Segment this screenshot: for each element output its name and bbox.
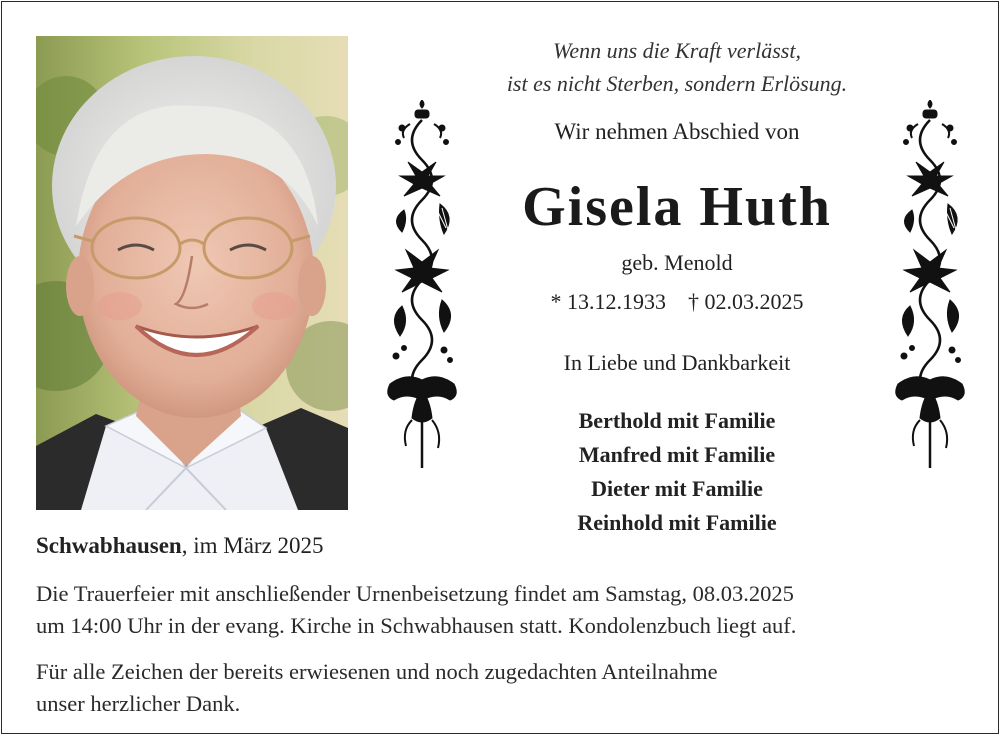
place-town: Schwabhausen bbox=[36, 533, 182, 558]
gratitude-line-2: unser herzlicher Dank. bbox=[36, 691, 241, 716]
mourner: Berthold mit Familie bbox=[578, 408, 776, 433]
obituary-notice bbox=[1, 1, 999, 734]
funeral-info-line-1: Die Trauerfeier mit anschließender Urnenbeisetzung findet am Samstag, 08.03.2025 bbox=[36, 581, 794, 606]
death-date: † 02.03.2025 bbox=[688, 289, 804, 314]
portrait-photo bbox=[36, 36, 348, 510]
quote bbox=[442, 34, 912, 100]
mourner: Dieter mit Familie bbox=[591, 476, 763, 501]
gratitude-line-1: Für alle Zeichen der bereits erwiesenen und noch zugedachten Anteilnahme bbox=[36, 659, 718, 684]
mourners-list bbox=[442, 404, 912, 540]
place-and-date bbox=[36, 530, 324, 562]
deceased-name: Gisela Huth bbox=[522, 176, 832, 238]
farewell-intro: Wir nehmen Abschied von bbox=[554, 119, 800, 144]
mourner: Reinhold mit Familie bbox=[577, 510, 777, 535]
birth-name: geb. Menold bbox=[621, 250, 733, 275]
funeral-info-line-2: um 14:00 Uhr in der evang. Kirche in Schwabhausen statt. Kondolenzbuch liegt auf. bbox=[36, 613, 797, 638]
dedication: In Liebe und Dankbarkeit bbox=[563, 350, 791, 375]
quote-line-2: ist es nicht Sterben, sondern Erlösung. bbox=[506, 71, 848, 96]
funeral-info bbox=[36, 578, 976, 642]
place-date: , im März 2025 bbox=[181, 533, 324, 558]
mourner: Manfred mit Familie bbox=[578, 442, 776, 467]
birth-date: * 13.12.1933 bbox=[550, 289, 666, 314]
life-dates bbox=[442, 286, 912, 318]
quote-line-1: Wenn uns die Kraft verlässt, bbox=[553, 38, 801, 63]
gratitude-note bbox=[36, 656, 976, 720]
